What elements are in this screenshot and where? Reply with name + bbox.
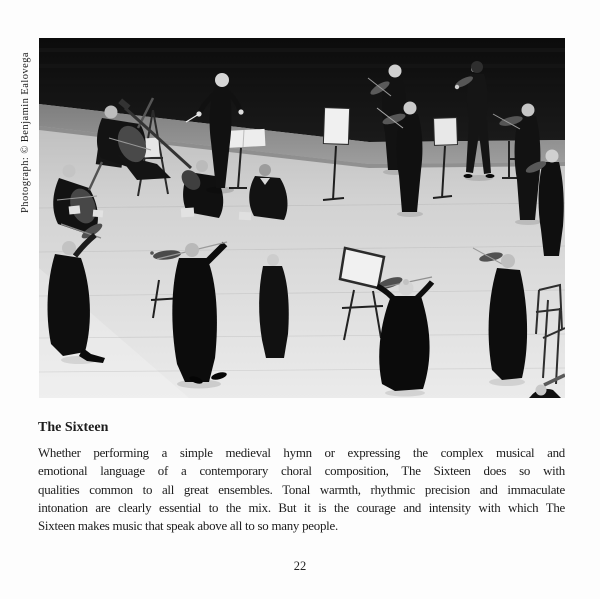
orchestra-photo-art xyxy=(39,38,565,398)
article-heading: The Sixteen xyxy=(38,420,109,435)
photo-credit: Photograph: © Benjamin Ealovega xyxy=(20,51,31,213)
paragraph-line: Whether performing a simple medieval hymn or expressing the complex musical and xyxy=(38,446,565,460)
page-number: 22 xyxy=(293,559,307,573)
paragraph-line: qualities common to all great ensembles. Tonal warmth, rhythmic precision and immaculate xyxy=(38,482,565,497)
article-block xyxy=(38,420,565,535)
paragraph-line: Sixteen makes music that speak above all to so many people. xyxy=(38,519,338,534)
orchestra-photo xyxy=(39,38,565,398)
violinist-figure-front-right xyxy=(376,275,432,397)
paragraph-line: intonation are clearly essential to the mix. But it is the courage and intensity with which The xyxy=(38,500,565,515)
paragraph-line: emotional language of a contemporary choral composition, The Sixteen does so with xyxy=(38,464,565,479)
